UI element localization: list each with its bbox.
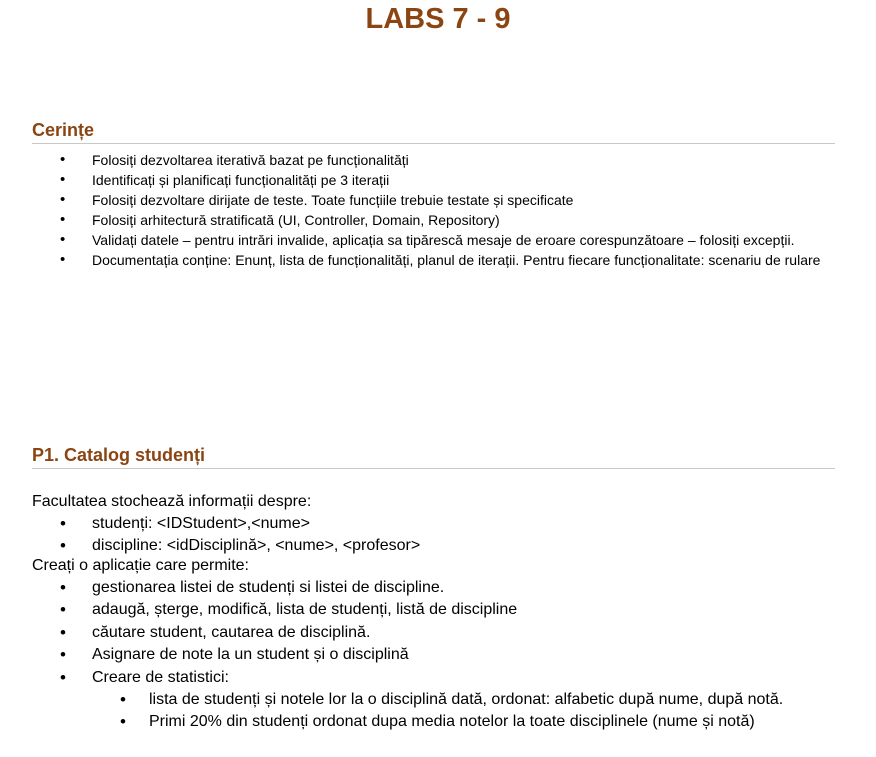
list-item: • Folosiți dezvoltare dirijate de teste. Toate funcțiile trebuie testate și specificate (32, 190, 835, 210)
p1-intro-text: Facultatea stochează informații despre: (32, 493, 312, 510)
requirements-list (32, 150, 835, 270)
list-item: • lista de studenți și notele lor la o disciplină dată, ordonat: alfabetic după nume, după notă. (92, 689, 835, 711)
entities-list (32, 513, 835, 558)
section-heading-cerinte: Cerințe (32, 119, 835, 144)
list-item: • Folosiți arhitectură stratificată (UI, Controller, Domain, Repository) (32, 210, 835, 230)
list-item: • Asignare de note la un student și o disciplină (32, 644, 835, 666)
section-heading-p1: P1. Catalog studenți (32, 444, 835, 469)
list-item: • gestionarea listei de studenți si listei de discipline. (32, 577, 835, 599)
list-item: • căutare student, cautarea de disciplină. (32, 622, 835, 644)
list-item: • Documentația conține: Enunț, lista de funcționalități, planul de iterații. Pentru fiecare funcționalitate: scenariu de rulare (32, 250, 835, 270)
list-item (32, 667, 835, 734)
page-title: LABS 7 - 9 (365, 3, 511, 35)
p1-app-intro-text: Creați o aplicație care permite: (32, 557, 249, 574)
list-item: • Validați datele – pentru intrări invalide, aplicația sa tipărescă mesaje de eroare corespunzătoare – folosiți excepții. (32, 230, 835, 250)
statistics-list (92, 689, 835, 734)
list-item: • Primi 20% din studenți ordonat dupa media notelor la toate disciplinele (nume și notă) (92, 711, 835, 733)
features-list (32, 577, 835, 734)
list-item: • adaugă, șterge, modifică, lista de studenți, listă de discipline (32, 599, 835, 621)
list-item: • discipline: <idDisciplină>, <nume>, <profesor> (32, 535, 835, 557)
list-item: • Folosiți dezvoltarea iterativă bazat pe funcționalități (32, 150, 835, 170)
list-item: • studenți: <IDStudent>,<nume> (32, 513, 835, 535)
list-item: • Identificați și planificați funcționalități pe 3 iterații (32, 170, 835, 190)
list-item-label: Creare de statistici: (92, 668, 229, 686)
